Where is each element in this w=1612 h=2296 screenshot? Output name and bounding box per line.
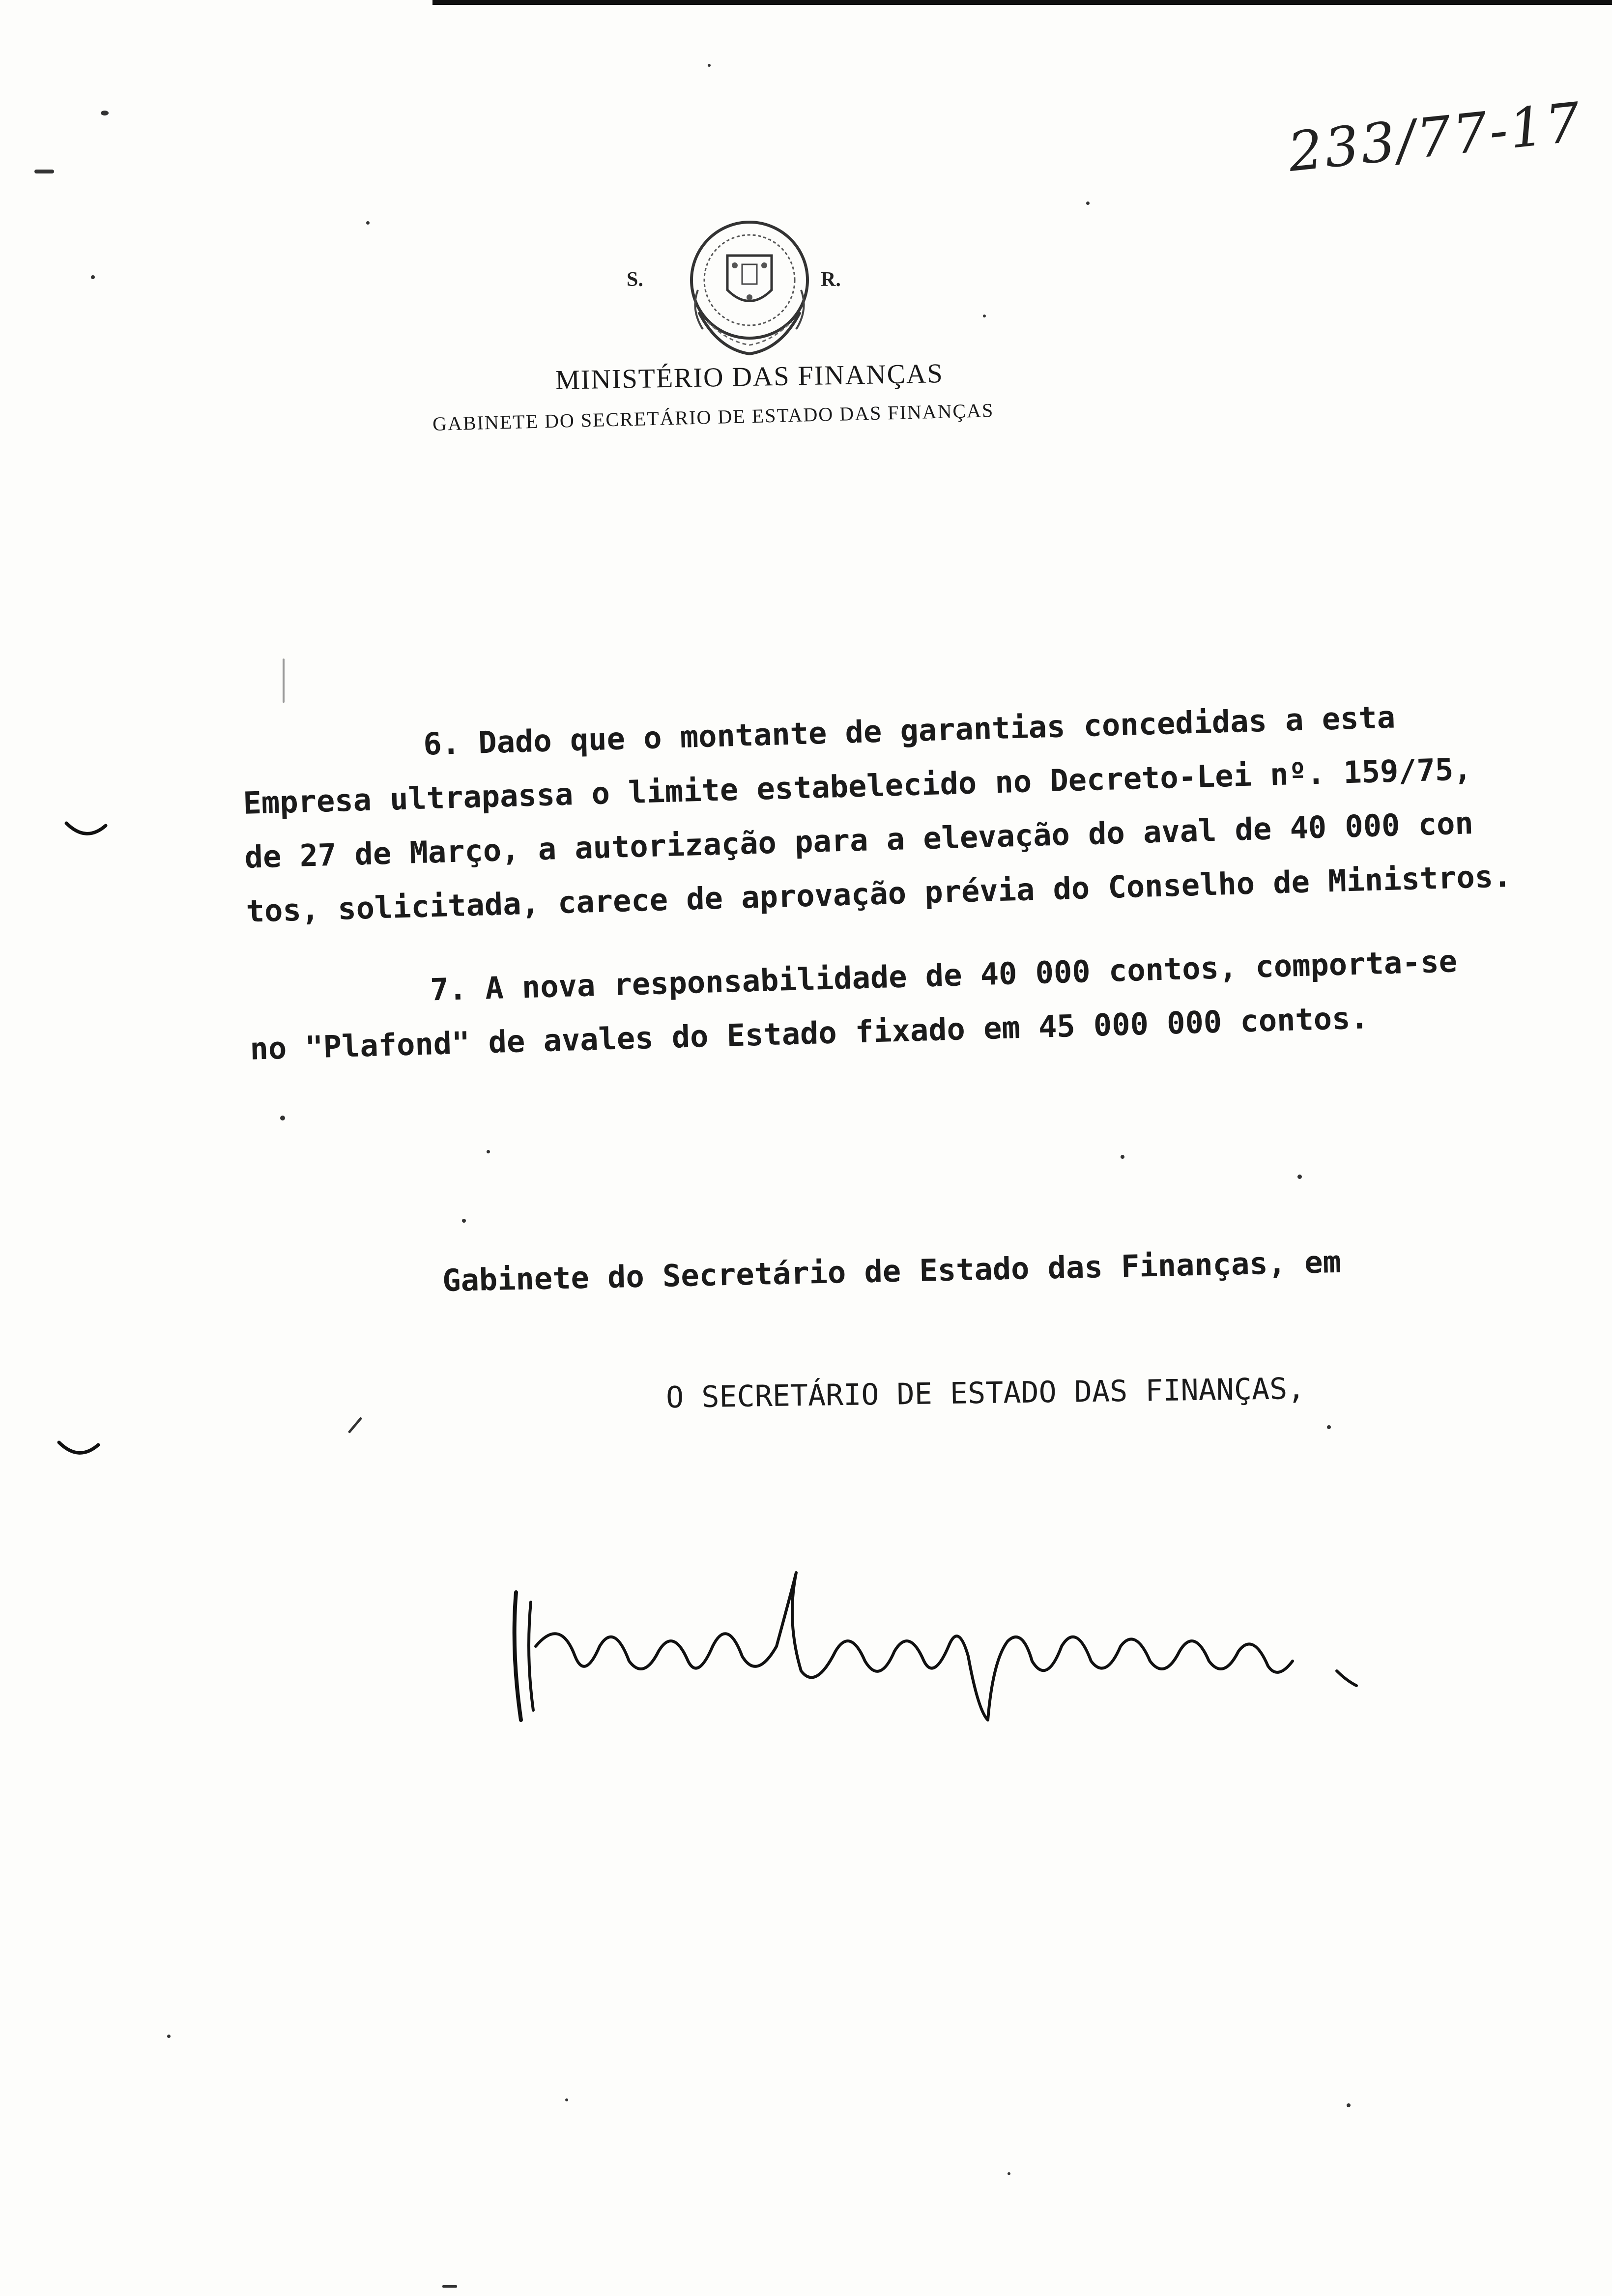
scan-speck [442,2285,457,2288]
scan-speck [34,170,54,173]
office-name: GABINETE DO SECRETÁRIO DE ESTADO DAS FINANÇAS [432,399,994,435]
scan-speck [565,2098,568,2101]
top-border-line [432,0,1612,5]
scan-speck [91,275,95,279]
scan-speck [1086,201,1090,205]
closing-line: Gabinete do Secretário de Estado das Finanças, em [442,1243,1342,1299]
paragraph-7-line-2: no "Plafond" de avales do Estado fixado em 45 000 000 contos. [249,1000,1369,1067]
scan-speck [366,221,370,225]
scan-speck [348,1417,363,1434]
handwritten-reference-number: 233/77-17 [1285,90,1585,184]
coat-of-arms-seal-icon [668,206,831,369]
paragraph-6-line-4: tos, solicitada, carece de aprovação prévia do Conselho de Ministros. [245,858,1512,929]
paragraph-6-line-3: de 27 de Março, a autorização para a elevação do aval de 40 000 con [244,805,1474,875]
scan-speck [487,1150,490,1153]
scan-speck [1121,1155,1124,1159]
letterhead [432,201,1101,437]
paragraph-7-line-1: 7. A nova responsabilidade de 40 000 contos, comporta-se [430,943,1458,1008]
margin-bracket-mark [64,821,108,840]
scan-speck [708,64,711,67]
scan-speck [1008,2172,1010,2175]
scan-speck [283,659,285,703]
seal-left-letter: S. [627,268,643,291]
scan-speck [1327,1425,1331,1429]
scan-speck [983,315,986,317]
scan-speck [101,111,109,115]
scan-speck [280,1116,285,1120]
scan-speck [1347,2103,1351,2107]
signatory-title: O SECRETÁRIO DE ESTADO DAS FINANÇAS, [665,1371,1305,1415]
scan-speck [462,1219,466,1223]
scan-speck [167,2035,171,2038]
ministry-name: MINISTÉRIO DAS FINANÇAS [555,358,944,396]
scan-speck [1297,1175,1302,1179]
margin-bracket-mark [57,1440,101,1460]
paragraph-6-line-1: 6. Dado que o montante de garantias concedidas a esta [423,699,1396,762]
paragraph-6-line-2: Empresa ultrapassa o limite estabelecido no Decreto-Lei nº. 159/75, [242,751,1472,821]
letter-body [241,688,1512,1076]
seal-right-letter: R. [821,268,841,291]
handwritten-signature [501,1563,1435,1730]
